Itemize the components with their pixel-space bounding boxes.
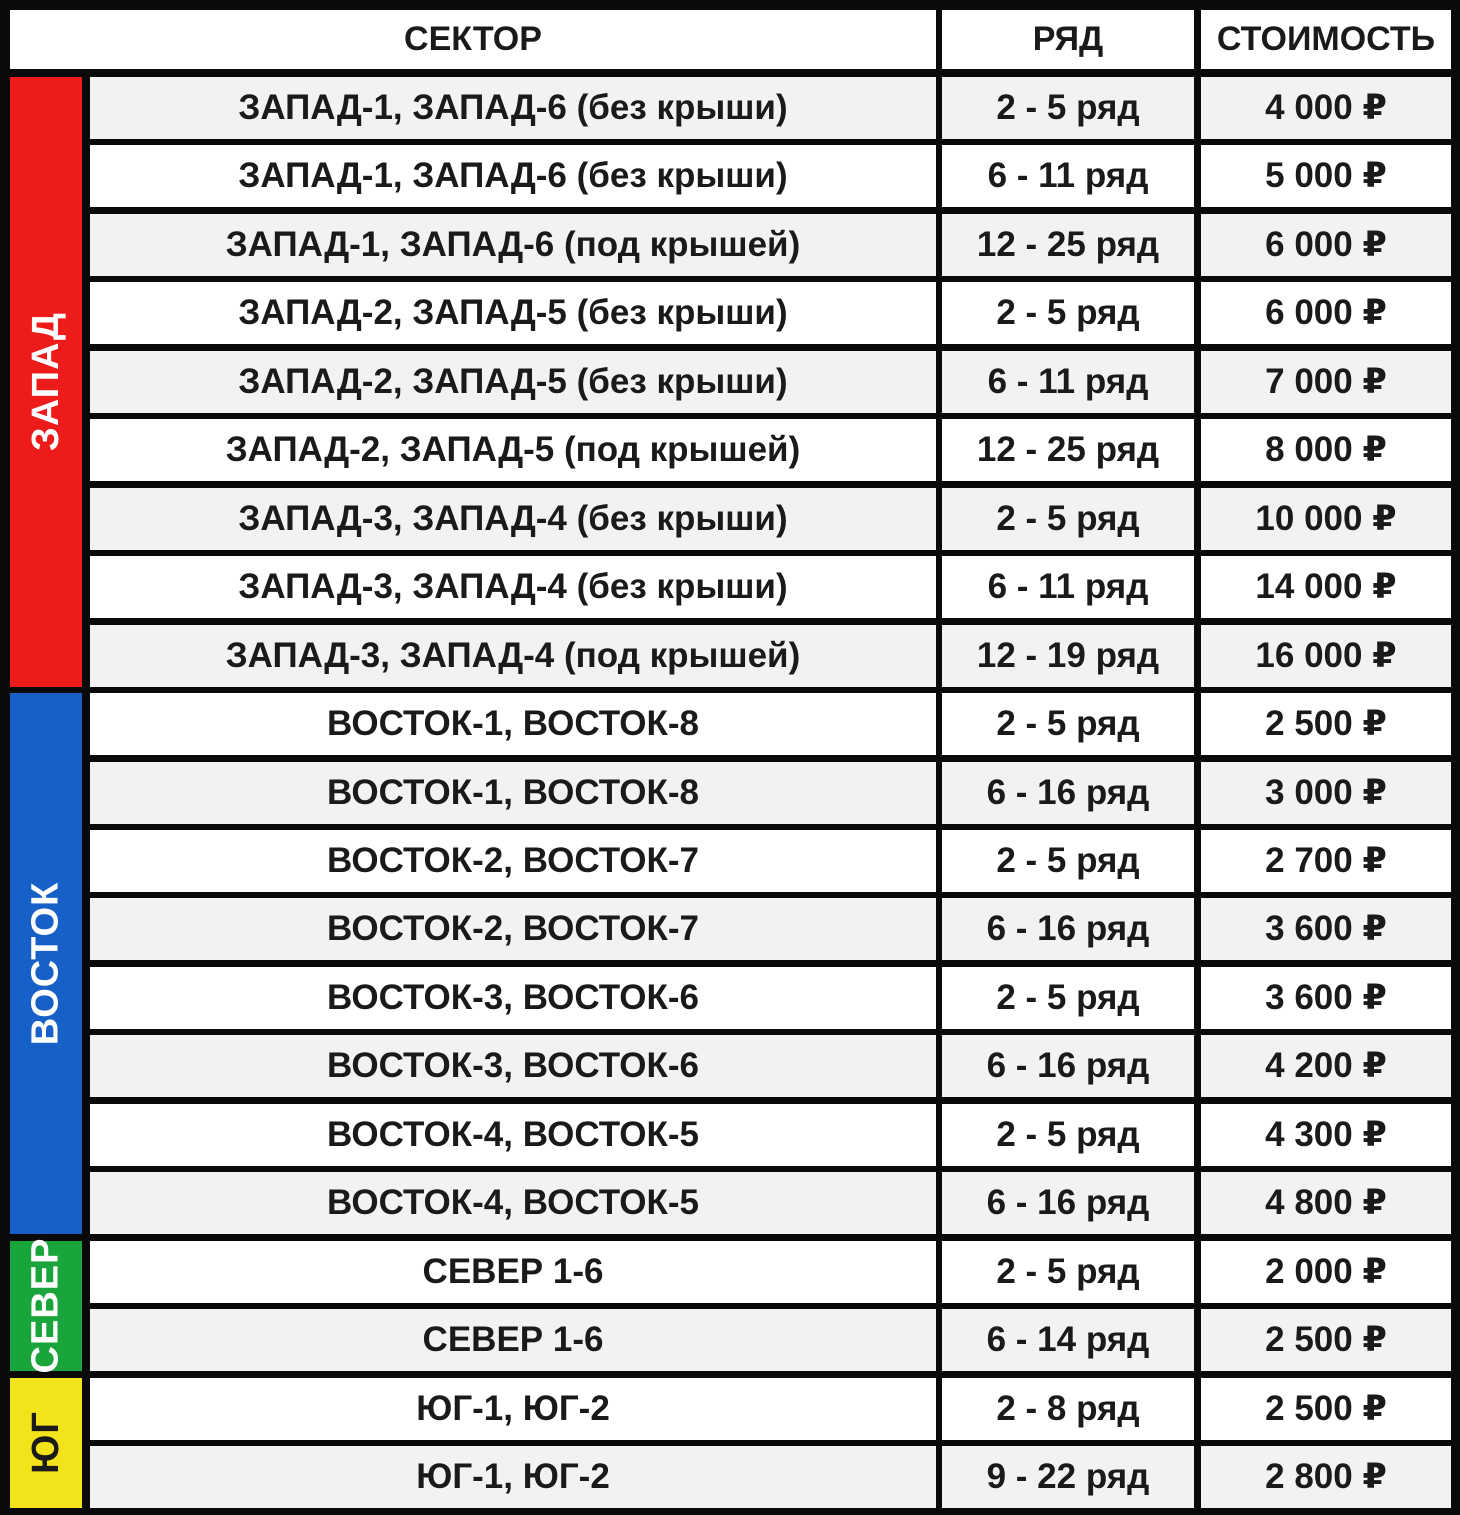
row-sector: ВОСТОК-1, ВОСТОК-8 — [90, 762, 936, 824]
row-sector: СЕВЕР 1-6 — [90, 1309, 936, 1371]
region-label: ВОСТОК — [24, 881, 67, 1046]
row-price: 4 800 ₽ — [1201, 1172, 1451, 1234]
row-sector: ВОСТОК-4, ВОСТОК-5 — [90, 1104, 936, 1166]
row-price: 2 500 ₽ — [1201, 1378, 1451, 1440]
row-sector: ЗАПАД-1, ЗАПАД-6 (без крыши) — [90, 145, 936, 207]
row-sector: ЮГ-1, ЮГ-2 — [90, 1446, 936, 1508]
row-price: 2 500 ₽ — [1201, 1309, 1451, 1371]
region-label: ЗАПАД — [24, 312, 67, 452]
row-price: 4 200 ₽ — [1201, 1035, 1451, 1097]
row-price: 14 000 ₽ — [1201, 556, 1451, 618]
region-zapad — [10, 77, 82, 687]
row-range: 6 - 16 ряд — [942, 1035, 1194, 1097]
row-sector: ЗАПАД-1, ЗАПАД-6 (под крышей) — [90, 214, 936, 276]
row-range: 2 - 5 ряд — [942, 830, 1194, 892]
row-range: 2 - 5 ряд — [942, 1241, 1194, 1303]
row-sector: ЗАПАД-2, ЗАПАД-5 (под крышей) — [90, 419, 936, 481]
header-row: РЯД — [942, 10, 1194, 69]
row-price: 4 000 ₽ — [1201, 77, 1451, 139]
row-range: 2 - 8 ряд — [942, 1378, 1194, 1440]
row-sector: ЗАПАД-1, ЗАПАД-6 (без крыши) — [90, 77, 936, 139]
row-sector: ЮГ-1, ЮГ-2 — [90, 1378, 936, 1440]
row-sector: ЗАПАД-3, ЗАПАД-4 (без крыши) — [90, 488, 936, 550]
region-vostok — [10, 693, 82, 1234]
row-sector: ЗАПАД-3, ЗАПАД-4 (без крыши) — [90, 556, 936, 618]
row-sector: ВОСТОК-1, ВОСТОК-8 — [90, 693, 936, 755]
row-range: 9 - 22 ряд — [942, 1446, 1194, 1508]
row-sector: ВОСТОК-2, ВОСТОК-7 — [90, 898, 936, 960]
row-range: 6 - 16 ряд — [942, 898, 1194, 960]
row-price: 4 300 ₽ — [1201, 1104, 1451, 1166]
row-sector: ВОСТОК-3, ВОСТОК-6 — [90, 1035, 936, 1097]
row-range: 2 - 5 ряд — [942, 693, 1194, 755]
row-range: 2 - 5 ряд — [942, 1104, 1194, 1166]
row-sector: ВОСТОК-4, ВОСТОК-5 — [90, 1172, 936, 1234]
row-price: 2 500 ₽ — [1201, 693, 1451, 755]
row-range: 12 - 25 ряд — [942, 214, 1194, 276]
row-price: 7 000 ₽ — [1201, 351, 1451, 413]
row-range: 6 - 11 ряд — [942, 145, 1194, 207]
row-price: 3 600 ₽ — [1201, 967, 1451, 1029]
row-price: 2 800 ₽ — [1201, 1446, 1451, 1508]
row-sector: СЕВЕР 1-6 — [90, 1241, 936, 1303]
region-yug — [10, 1378, 82, 1508]
row-range: 2 - 5 ряд — [942, 967, 1194, 1029]
row-price: 6 000 ₽ — [1201, 282, 1451, 344]
row-sector: ВОСТОК-2, ВОСТОК-7 — [90, 830, 936, 892]
row-range: 2 - 5 ряд — [942, 488, 1194, 550]
row-sector: ЗАПАД-3, ЗАПАД-4 (под крышей) — [90, 625, 936, 687]
row-range: 12 - 19 ряд — [942, 625, 1194, 687]
row-range: 12 - 25 ряд — [942, 419, 1194, 481]
row-price: 16 000 ₽ — [1201, 625, 1451, 687]
row-range: 6 - 11 ряд — [942, 351, 1194, 413]
region-label: СЕВЕР — [24, 1237, 67, 1374]
row-price: 3 000 ₽ — [1201, 762, 1451, 824]
header-price: СТОИМОСТЬ — [1201, 10, 1451, 69]
row-range: 2 - 5 ряд — [942, 77, 1194, 139]
region-sever — [10, 1237, 82, 1374]
row-sector: ВОСТОК-3, ВОСТОК-6 — [90, 967, 936, 1029]
row-range: 6 - 16 ряд — [942, 1172, 1194, 1234]
region-label: ЮГ — [24, 1411, 67, 1475]
row-range: 2 - 5 ряд — [942, 282, 1194, 344]
row-price: 10 000 ₽ — [1201, 488, 1451, 550]
row-sector: ЗАПАД-2, ЗАПАД-5 (без крыши) — [90, 282, 936, 344]
row-price: 2 000 ₽ — [1201, 1241, 1451, 1303]
row-price: 3 600 ₽ — [1201, 898, 1451, 960]
row-sector: ЗАПАД-2, ЗАПАД-5 (без крыши) — [90, 351, 936, 413]
row-price: 8 000 ₽ — [1201, 419, 1451, 481]
row-range: 6 - 16 ряд — [942, 762, 1194, 824]
row-price: 6 000 ₽ — [1201, 214, 1451, 276]
row-price: 2 700 ₽ — [1201, 830, 1451, 892]
row-range: 6 - 14 ряд — [942, 1309, 1194, 1371]
header-sector: СЕКТОР — [10, 10, 936, 69]
row-range: 6 - 11 ряд — [942, 556, 1194, 618]
row-price: 5 000 ₽ — [1201, 145, 1451, 207]
